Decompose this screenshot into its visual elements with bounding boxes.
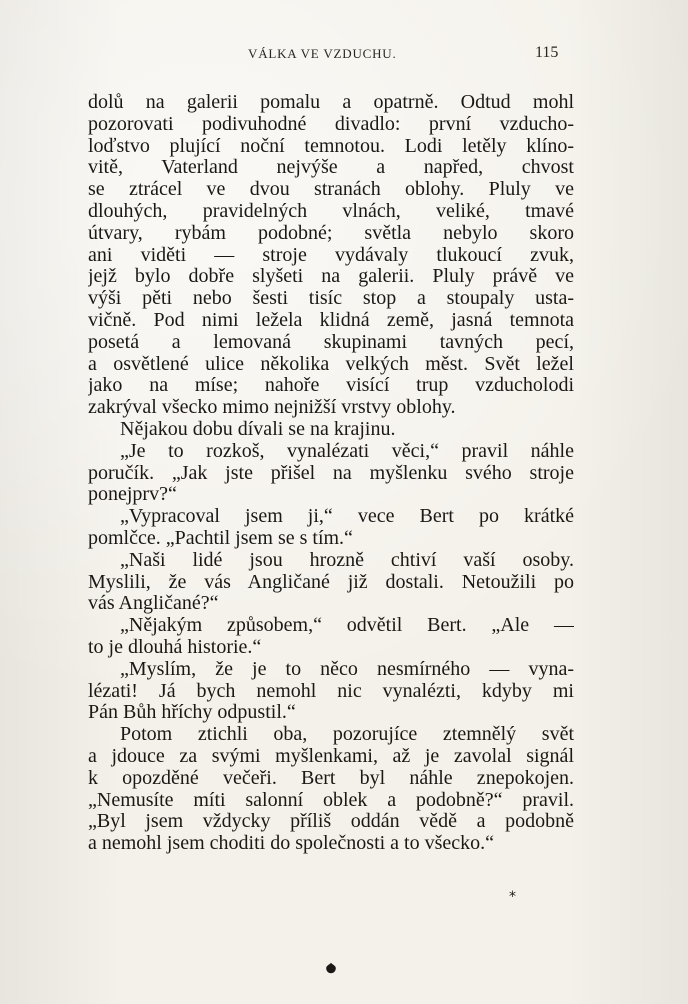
text-line: „Nemusíte míti salonní oblek a podobně?“ pravil. — [88, 789, 574, 811]
text-line: výši pěti nebo šesti tisíc stop a stoupaly usta- — [88, 288, 574, 310]
text-line: vitě, Vaterland nejvýše a napřed, chvost — [88, 157, 574, 179]
text-line: Myslili, že vás Angličané již dostali. Netoužili po — [88, 571, 574, 593]
text-line: se ztrácel ve dvou stranách oblohy. Pluly ve — [88, 179, 574, 201]
text-line: pomlčce. „Pachtil jsem se s tím.“ — [88, 527, 353, 549]
page-number: 115 — [535, 44, 559, 61]
text-line: to je dlouhá historie.“ — [88, 636, 262, 658]
text-line: útvary, rybám podobné; světla nebylo skoro — [88, 222, 574, 244]
text-line: a jdouce za svými myšlenkami, až je zavolal signál — [88, 745, 574, 767]
text-line: poručík. „Jak jste přišel na myšlenku svého stroje — [88, 462, 574, 484]
text-line: zakrýval všecko mimo nejnižší vrstvy oblohy. — [88, 397, 456, 419]
text-line: „Naši lidé jsou hrozně chtiví vaší osoby. — [120, 549, 574, 571]
text-line: posetá a lemovaná skupinami tavných pecí, — [88, 331, 574, 353]
text-line: „Vypracoval jsem ji,“ vece Bert po krátké — [120, 506, 574, 528]
text-line: „Nějakým způsobem,“ odvětil Bert. „Ale — — [120, 615, 574, 637]
text-line: a osvětlené ulice několika velkých měst. Svět ležel — [88, 353, 574, 375]
text-line: Potom ztichli oba, pozorujíce ztemnělý svět — [120, 724, 574, 746]
text-line: Nějakou dobu dívali se na krajinu. — [120, 418, 396, 440]
text-line: vás Angličané?“ — [88, 593, 219, 615]
text-line: „Myslím, že je to něco nesmírného — vyna- — [120, 658, 574, 680]
text-line: pozorovati podivuhodné divadlo: první vzducho- — [88, 113, 574, 135]
text-line: ponejprv?“ — [88, 484, 177, 506]
footnote-star: * — [509, 889, 516, 905]
text-line: dolů na galerii pomalu a opatrně. Odtud mohl — [88, 92, 574, 113]
text-line: loďstvo plující noční temnotou. Lodi letěly klíno- — [88, 135, 574, 157]
text-line: vičně. Pod nimi ležela klidná země, jasná temnota — [88, 309, 574, 331]
text-line: „Byl jsem vždycky příliš oddán vědě a podobně — [88, 811, 574, 833]
running-head: VÁLKA VE VZDUCHU. — [248, 46, 397, 61]
text-line: jejž bylo dobře slyšeti na galerii. Pluly právě ve — [88, 266, 574, 288]
text-line: Pán Bůh hříchy odpustil.“ — [88, 702, 296, 724]
text-line: lézati! Já bych nemohl nic vynalézti, kdyby mi — [88, 680, 574, 702]
page-header — [0, 38, 688, 68]
text-line: k opozděné večeři. Bert byl náhle znepokojen. — [88, 767, 574, 789]
text-line: ani viděti — stroje vydávaly tlukoucí zvuk, — [88, 244, 574, 266]
page-body-text — [88, 92, 574, 855]
text-line: a nemohl jsem choditi do společnosti a to všecko.“ — [88, 833, 495, 855]
text-line: jako na míse; nahoře visící trup vzducholodi — [88, 375, 574, 397]
text-line: „Je to rozkoš, vynalézati věci,“ pravil náhle — [120, 440, 574, 462]
text-line: dlouhých, pravidelných vlnách, veliké, tmavé — [88, 200, 574, 222]
printer-ornament-icon — [325, 962, 337, 974]
